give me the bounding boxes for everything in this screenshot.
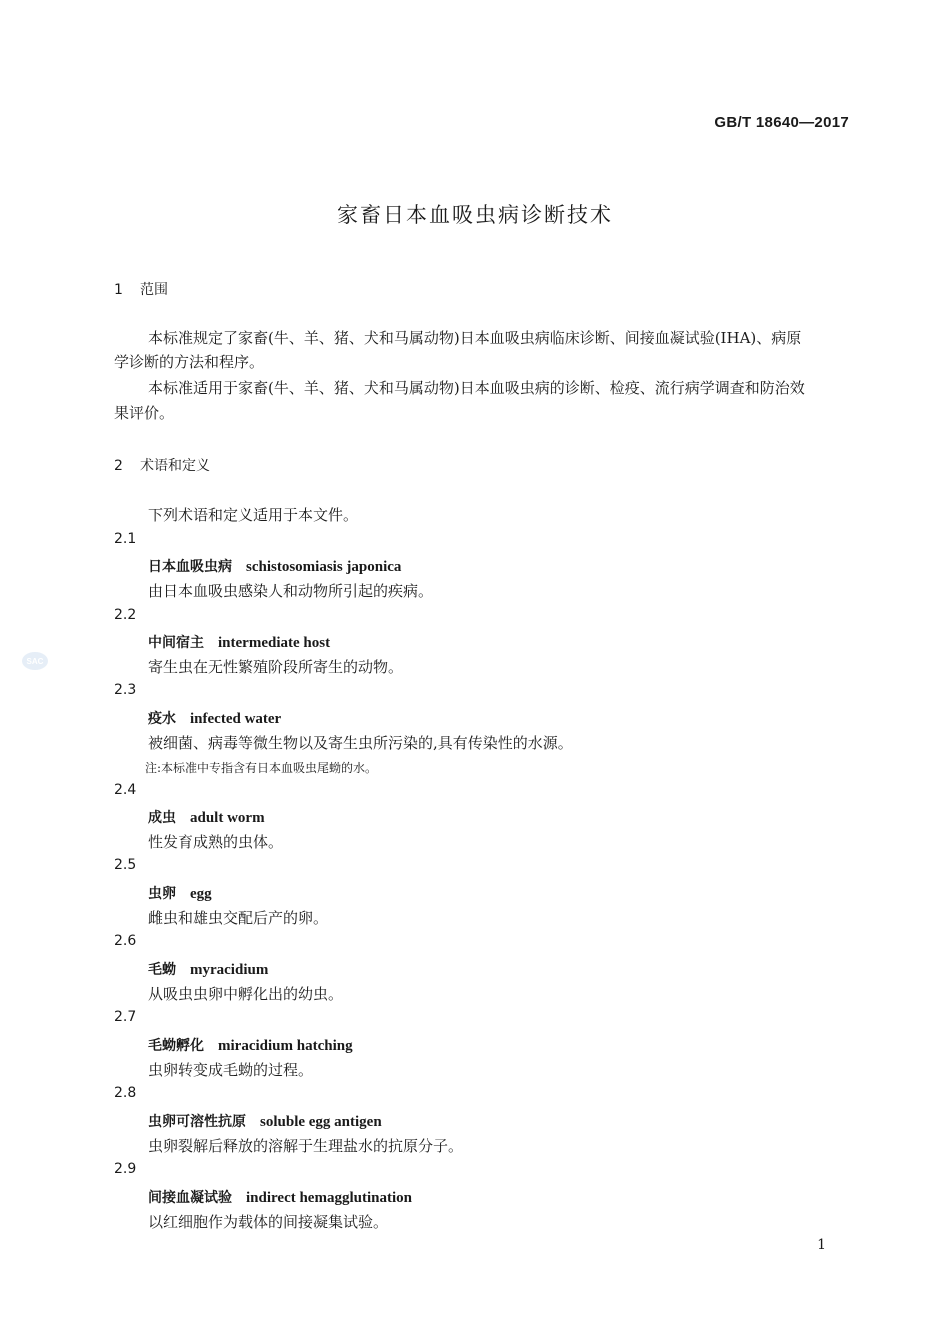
term-english: adult worm bbox=[190, 810, 265, 826]
term-definition: 虫卵转变成毛蚴的过程。 bbox=[148, 1061, 314, 1079]
term-number: 2.9 bbox=[114, 1161, 137, 1177]
term-heading bbox=[148, 556, 401, 576]
section-number: 2 bbox=[114, 458, 123, 474]
term-chinese: 虫卵 bbox=[148, 886, 176, 902]
term-heading bbox=[148, 807, 265, 827]
scope-paragraph-2-line-1: 本标准适用于家畜(牛、羊、猪、犬和马属动物)日本血吸虫病的诊断、检疫、流行病学调查和防治效 bbox=[148, 379, 805, 397]
term-number: 2.2 bbox=[114, 607, 137, 623]
term-definition: 以红细胞作为载体的间接凝集试验。 bbox=[148, 1213, 389, 1231]
section-1-heading bbox=[114, 279, 168, 299]
section-2-heading bbox=[114, 455, 210, 475]
scope-paragraph-2-line-2: 果评价。 bbox=[114, 404, 175, 422]
document-title: 家畜日本血吸虫病诊断技术 bbox=[337, 203, 613, 227]
term-number: 2.6 bbox=[114, 933, 137, 949]
term-note: 注:本标准中专指含有日本血吸虫尾蚴的水。 bbox=[145, 761, 378, 775]
term-number: 2.1 bbox=[114, 531, 137, 547]
term-english: infected water bbox=[190, 711, 282, 727]
term-english: egg bbox=[190, 886, 212, 902]
term-chinese: 间接血凝试验 bbox=[148, 1190, 232, 1206]
term-english: schistosomiasis japonica bbox=[246, 559, 402, 575]
term-number: 2.7 bbox=[114, 1009, 137, 1025]
term-english: soluble egg antigen bbox=[260, 1114, 382, 1130]
term-chinese: 疫水 bbox=[148, 711, 176, 727]
section-title: 术语和定义 bbox=[140, 458, 210, 474]
term-definition: 雌虫和雄虫交配后产的卵。 bbox=[148, 909, 329, 927]
term-heading bbox=[148, 1111, 382, 1131]
section-number: 1 bbox=[114, 282, 123, 298]
term-english: indirect hemagglutination bbox=[246, 1190, 412, 1206]
sac-watermark-logo bbox=[21, 651, 49, 671]
term-chinese: 中间宿主 bbox=[148, 635, 204, 651]
term-definition: 寄生虫在无性繁殖阶段所寄生的动物。 bbox=[148, 658, 404, 676]
term-chinese: 毛蚴 bbox=[148, 962, 176, 978]
term-number: 2.8 bbox=[114, 1085, 137, 1101]
term-definition: 性发育成熟的虫体。 bbox=[148, 833, 284, 851]
standard-number: GB/T 18640—2017 bbox=[714, 114, 849, 131]
term-heading bbox=[148, 1187, 412, 1207]
term-definition: 虫卵裂解后释放的溶解于生理盐水的抗原分子。 bbox=[148, 1137, 464, 1155]
term-chinese: 成虫 bbox=[148, 810, 176, 826]
watermark-text: SAC bbox=[26, 657, 44, 666]
term-heading bbox=[148, 632, 330, 652]
term-number: 2.4 bbox=[114, 782, 137, 798]
term-english: intermediate host bbox=[218, 635, 331, 651]
term-chinese: 毛蚴孵化 bbox=[148, 1038, 204, 1054]
term-number: 2.3 bbox=[114, 682, 137, 698]
term-english: miracidium hatching bbox=[218, 1038, 353, 1054]
term-chinese: 虫卵可溶性抗原 bbox=[148, 1114, 246, 1130]
term-number: 2.5 bbox=[114, 857, 137, 873]
term-heading bbox=[148, 959, 268, 979]
term-definition: 被细菌、病毒等微生物以及寄生虫所污染的,具有传染性的水源。 bbox=[148, 734, 573, 752]
term-definition: 从吸虫虫卵中孵化出的幼虫。 bbox=[148, 985, 344, 1003]
terms-intro: 下列术语和定义适用于本文件。 bbox=[148, 506, 359, 524]
term-heading bbox=[148, 708, 281, 728]
section-title: 范围 bbox=[140, 282, 168, 298]
term-chinese: 日本血吸虫病 bbox=[148, 559, 232, 575]
term-english: myracidium bbox=[190, 962, 269, 978]
term-heading bbox=[148, 883, 212, 903]
term-definition: 由日本血吸虫感染人和动物所引起的疾病。 bbox=[148, 582, 434, 600]
term-heading bbox=[148, 1035, 353, 1055]
page-number: 1 bbox=[817, 1237, 826, 1253]
scope-paragraph-1-line-2: 学诊断的方法和程序。 bbox=[114, 353, 265, 371]
scope-paragraph-1-line-1: 本标准规定了家畜(牛、羊、猪、犬和马属动物)日本血吸虫病临床诊断、间接血凝试验(IHA)、病原 bbox=[148, 329, 802, 347]
